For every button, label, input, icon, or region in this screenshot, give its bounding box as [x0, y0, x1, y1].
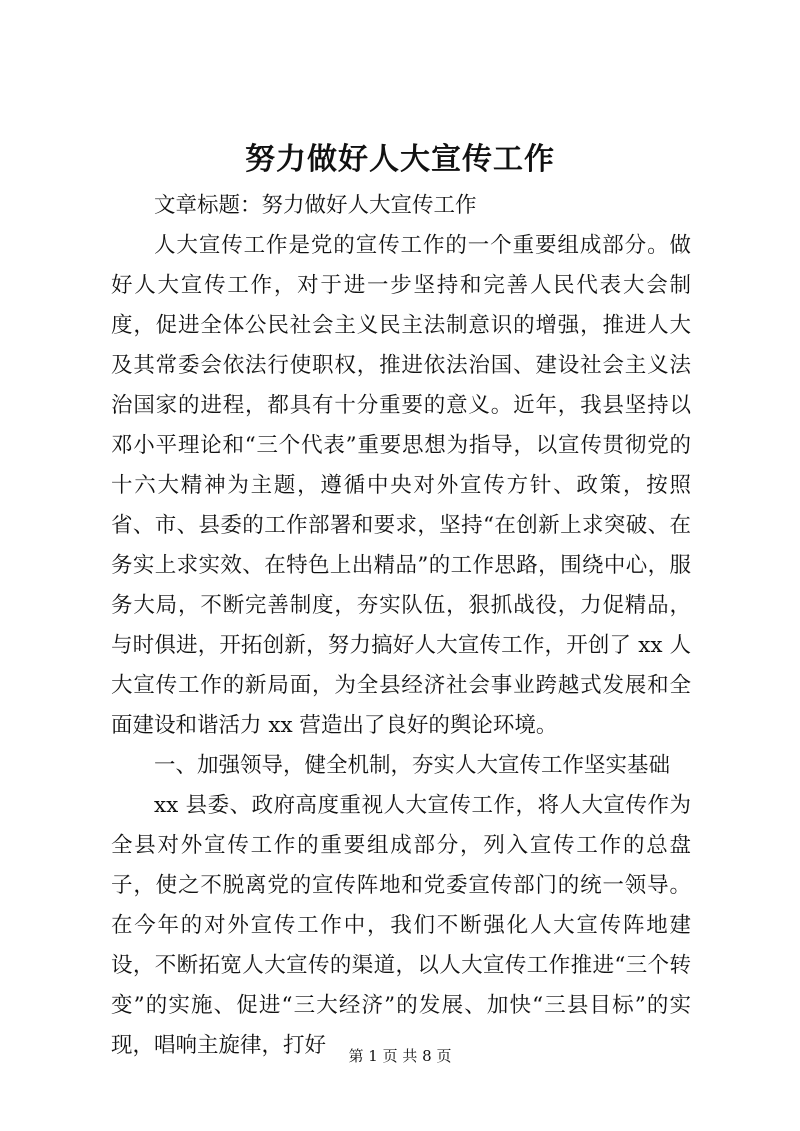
- section-paragraph: xx 县委、政府高度重视人大宣传工作，将人大宣传作为全县对外宣传工作的重要组成部分，列入宣传工作的总盘子，使之不脱离党的宣传阵地和党委宣传部门的统一领导。在今年的对外宣传工作中，我们不断强化人大宣传阵地建设，不断拓宽人大宣传的渠道，以人大宣传工作推进“三个转变”的实施、促进“三大经济”的发展、加快“三县目标”的实现，唱响主旋律，打好: [111, 793, 691, 1058]
- page-footer: 第 1 页 共 8 页: [348, 1047, 452, 1065]
- article-title-line: 文章标题：努力做好人大宣传工作: [154, 193, 477, 218]
- document-title: 努力做好人大宣传工作: [245, 142, 555, 177]
- document-body: [111, 186, 691, 1066]
- section-heading: 一、加强领导，健全机制，夯实人大宣传工作坚实基础: [154, 753, 671, 778]
- intro-paragraph: 人大宣传工作是党的宣传工作的一个重要组成部分。做好人大宣传工作，对于进一步坚持和完善人民代表大会制度，促进全体公民社会主义民主法制意识的增强，推进人大及其常委会依法行使职权，推进依法治国、建设社会主义法治国家的进程，都具有十分重要的意义。近年，我县坚持以邓小平理论和“三个代表”重要思想为指导，以宣传贯彻党的十六大精神为主题，遵循中央对外宣传方针、政策，按照省、市、县委的工作部署和要求，坚持“在创新上求突破、在务实上求实效、在特色上出精品”的工作思路，围绕中心，服务大局，不断完善制度，夯实队伍，狠抓战役，力促精品，与时俱进，开拓创新，努力搞好人大宣传工作，开创了 xx 人大宣传工作的新局面，为全县经济社会事业跨越式发展和全面建设和谐活力 xx 营造出了良好的舆论环境。: [111, 233, 691, 738]
